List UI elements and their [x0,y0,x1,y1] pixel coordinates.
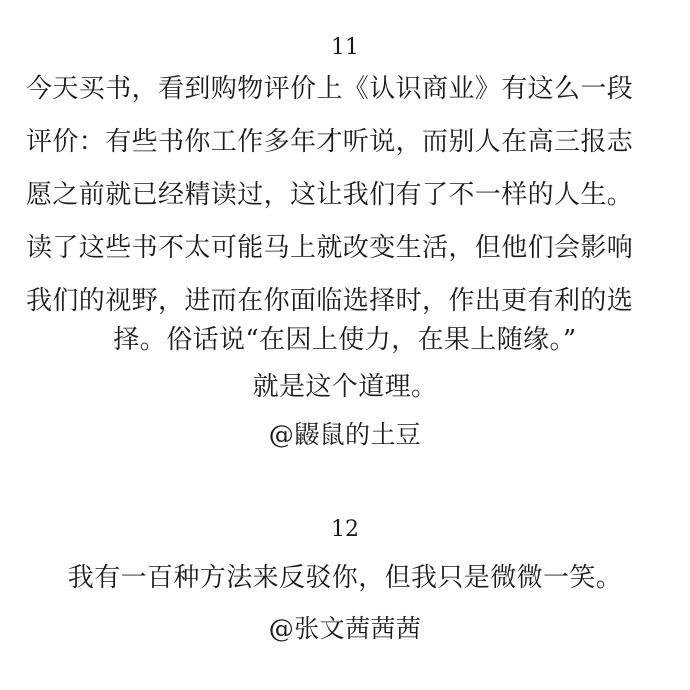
entry-text-line: 择。俗话说“在因上使力，在果上随缘。” [113,325,577,355]
entry-number: 11 [331,35,359,60]
entry-text-line: 读了这些书不太可能马上就改变生活，但他们会影响 [26,233,634,263]
entry-number: 12 [331,517,359,542]
entry-text-line: 我们的视野，进而在你面临选择时，作出更有利的选 [26,286,634,316]
entry-author: @鼹鼠的土豆 [268,420,422,449]
entry-text-line: 愿之前就已经精读过，这让我们有了不一样的人生。 [26,180,634,210]
entry-text-line: 我有一百种方法来反驳你，但我只是微微一笑。 [67,563,623,593]
entry-author: @张文茜茜茜 [268,614,422,643]
entry-text-line: 评价：有些书你工作多年才听说，而别人在高三报志 [26,127,634,157]
entry-text-line: 就是这个道理。 [252,372,438,402]
entry-text-line: 今天买书，看到购物评价上《认识商业》有这么一段 [26,74,634,104]
